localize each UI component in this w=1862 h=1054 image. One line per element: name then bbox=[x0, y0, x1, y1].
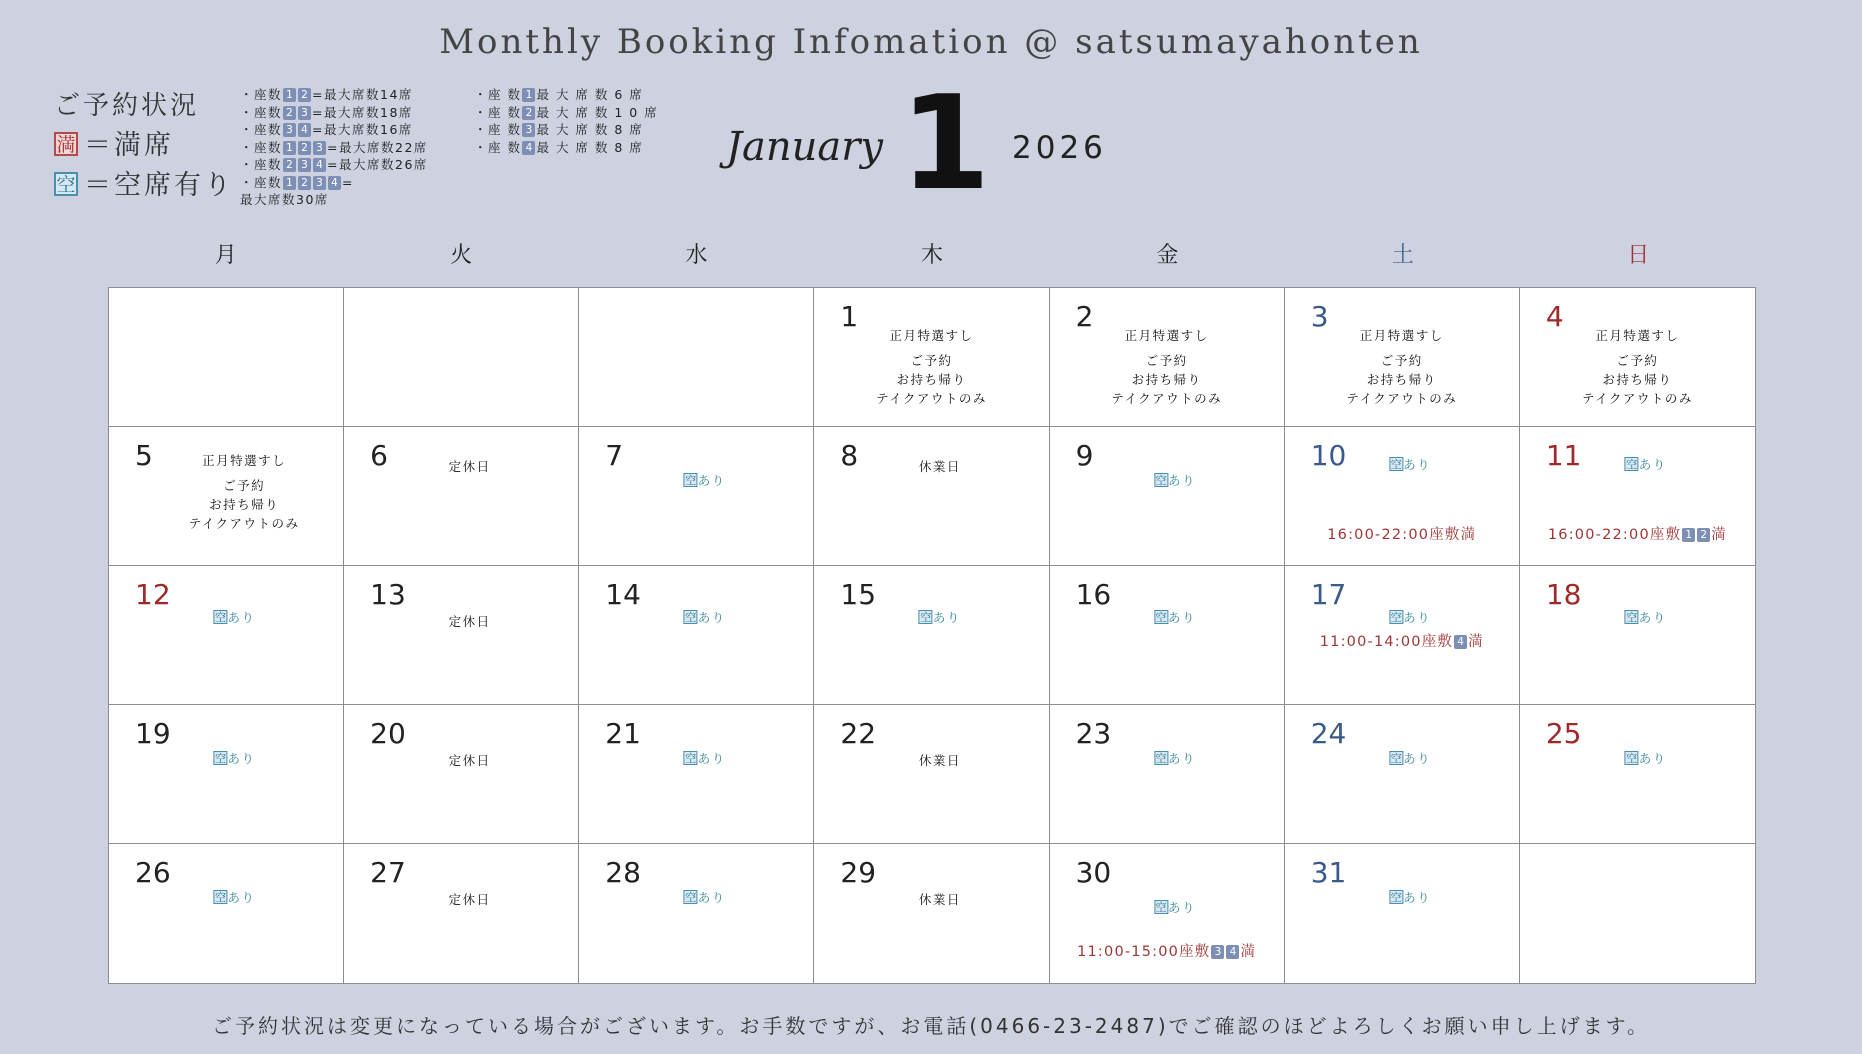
vacancy-status bbox=[1389, 888, 1431, 906]
day-number: 9 bbox=[1075, 439, 1094, 472]
seat-number-badge: 3 bbox=[1211, 945, 1224, 959]
seat-rule-text: 最 大 席 数 8 席 bbox=[536, 139, 644, 155]
seat-number-badge: 2 bbox=[283, 158, 296, 172]
empty-cell bbox=[109, 288, 344, 427]
day-cell[interactable] bbox=[1520, 705, 1755, 844]
day-number: 31 bbox=[1310, 856, 1347, 889]
weekday-label: 木 bbox=[920, 243, 943, 268]
weekday-label: 火 bbox=[450, 243, 473, 268]
day-number: 16 bbox=[1075, 578, 1112, 611]
day-number: 17 bbox=[1310, 578, 1347, 611]
seat-rule bbox=[240, 86, 428, 104]
day-number: 7 bbox=[605, 439, 624, 472]
day-cell[interactable] bbox=[1050, 427, 1285, 566]
seat-rule bbox=[474, 121, 658, 139]
day-cell[interactable] bbox=[344, 705, 579, 844]
legend-full-text: ＝満席 bbox=[84, 130, 174, 161]
full-booking-note bbox=[1285, 630, 1519, 651]
footer-notice: ご予約状況は変更になっている場合がございます。お手数ですが、お電話(0466-23-2487)でご確認のほどよろしくお願い申し上げます。 bbox=[211, 1014, 1651, 1038]
vacancy-label: あり bbox=[697, 473, 726, 488]
status-legend bbox=[54, 86, 234, 206]
special-menu-line: お持ち帰り bbox=[896, 372, 967, 387]
seat-number-badge: 1 bbox=[283, 176, 296, 190]
day-number: 2 bbox=[1075, 300, 1094, 333]
day-number: 22 bbox=[840, 717, 877, 750]
vacancy-label: あり bbox=[1168, 610, 1197, 625]
vacant-icon: 空 bbox=[214, 752, 226, 765]
special-menu-line: テイクアウトのみ bbox=[1581, 391, 1693, 406]
full-icon: 満 bbox=[54, 132, 78, 156]
special-menu-line: お持ち帰り bbox=[1602, 372, 1673, 387]
special-menu-note bbox=[127, 451, 361, 533]
weekday-label: 日 bbox=[1627, 243, 1650, 268]
special-menu-line: テイクアウトのみ bbox=[1111, 391, 1223, 406]
vacant-icon: 空 bbox=[1390, 458, 1402, 471]
day-cell[interactable] bbox=[1050, 288, 1285, 427]
special-menu-line: お持ち帰り bbox=[1131, 372, 1202, 387]
seat-number-badge: 4 bbox=[313, 158, 326, 172]
seat-rule-prefix: ・座数 bbox=[240, 122, 283, 137]
legend-full bbox=[54, 126, 234, 166]
full-booking-suffix: 満 bbox=[1240, 944, 1257, 960]
day-cell[interactable] bbox=[344, 844, 579, 983]
regular-holiday-label: 定休日 bbox=[448, 753, 491, 768]
special-menu-title: 正月特選すし bbox=[889, 328, 974, 343]
day-number: 15 bbox=[840, 578, 877, 611]
weekday-label: 土 bbox=[1391, 243, 1414, 268]
regular-holiday-label: 定休日 bbox=[448, 614, 491, 629]
day-number: 12 bbox=[135, 578, 171, 611]
seat-rule bbox=[240, 156, 428, 174]
seat-number-badge: 2 bbox=[522, 106, 535, 120]
seat-rule-prefix: ・座数 bbox=[240, 87, 283, 102]
day-cell[interactable] bbox=[1285, 705, 1520, 844]
full-booking-time: 16:00-22:00座敷満 bbox=[1327, 527, 1477, 543]
weekday-label: 水 bbox=[685, 243, 708, 268]
seat-number-badge: 2 bbox=[298, 176, 311, 190]
seat-rule bbox=[474, 86, 658, 104]
full-booking-note bbox=[1285, 523, 1519, 544]
vacancy-label: あり bbox=[227, 890, 256, 905]
seat-number-badge: 4 bbox=[328, 176, 341, 190]
seat-rule-prefix: ・座数 bbox=[240, 157, 283, 172]
special-menu-line: テイクアウトのみ bbox=[188, 516, 300, 531]
vacant-icon: 空 bbox=[1390, 752, 1402, 765]
seat-number-badge: 3 bbox=[313, 141, 326, 155]
seat-rule-text: = bbox=[342, 174, 354, 190]
day-cell[interactable] bbox=[1285, 844, 1520, 983]
special-menu-line: テイクアウトのみ bbox=[876, 391, 987, 406]
vacancy-label: あり bbox=[1168, 900, 1197, 915]
day-number: 3 bbox=[1310, 300, 1329, 333]
vacancy-status bbox=[1389, 749, 1431, 767]
seat-rule-prefix: ・座数 bbox=[240, 139, 283, 155]
seat-rule bbox=[240, 121, 428, 139]
day-cell[interactable] bbox=[109, 427, 344, 566]
vacant-icon: 空 bbox=[214, 891, 226, 904]
day-cell[interactable] bbox=[109, 844, 344, 983]
day-number: 30 bbox=[1075, 856, 1112, 889]
seat-rule-prefix: ・座数 bbox=[240, 174, 283, 190]
vacancy-label: あり bbox=[1403, 890, 1432, 905]
seat-number-badge: 3 bbox=[313, 176, 326, 190]
full-booking-note bbox=[1520, 523, 1755, 544]
day-cell[interactable] bbox=[109, 566, 344, 705]
day-number: 28 bbox=[605, 856, 641, 889]
special-menu-line: ご予約 bbox=[1380, 353, 1423, 368]
seat-rule-prefix: ・座 数 bbox=[474, 87, 522, 102]
day-number: 20 bbox=[370, 717, 406, 750]
vacancy-label: あり bbox=[1168, 473, 1197, 488]
legend-vacant bbox=[54, 166, 234, 206]
vacant-icon: 空 bbox=[1155, 611, 1167, 624]
day-number: 13 bbox=[370, 578, 406, 611]
vacancy-status bbox=[1154, 898, 1196, 916]
vacant-icon: 空 bbox=[920, 611, 932, 624]
closed-day-label: 休業日 bbox=[918, 753, 961, 768]
day-cell[interactable] bbox=[579, 705, 814, 844]
seat-number-badge: 2 bbox=[283, 106, 296, 120]
special-menu-line: ご予約 bbox=[223, 478, 266, 493]
vacancy-status bbox=[1154, 749, 1196, 767]
seat-rule-text: 最 大 席 数 1 0 席 bbox=[536, 104, 659, 120]
day-cell[interactable] bbox=[344, 427, 579, 566]
day-number: 23 bbox=[1075, 717, 1112, 750]
day-number: 14 bbox=[605, 578, 641, 611]
vacancy-status bbox=[684, 888, 726, 906]
seat-number-badge: 3 bbox=[298, 106, 311, 120]
seat-number-badge: 3 bbox=[283, 123, 296, 137]
seat-number-badge: 4 bbox=[522, 141, 535, 155]
special-menu-title: 正月特選すし bbox=[1359, 328, 1444, 343]
vacant-icon: 空 bbox=[685, 752, 697, 765]
weekday-label: 金 bbox=[1156, 243, 1179, 268]
empty-cell bbox=[1520, 844, 1755, 983]
vacant-icon: 空 bbox=[1155, 474, 1167, 487]
empty-cell bbox=[344, 288, 579, 427]
vacancy-label: あり bbox=[1638, 751, 1667, 766]
vacancy-status bbox=[919, 608, 961, 626]
special-menu-note bbox=[1520, 326, 1755, 408]
special-menu-line: テイクアウトのみ bbox=[1346, 391, 1458, 406]
day-cell[interactable] bbox=[109, 705, 344, 844]
day-cell[interactable] bbox=[814, 705, 1049, 844]
vacancy-status bbox=[1625, 749, 1667, 767]
day-number: 19 bbox=[135, 717, 171, 750]
day-number: 8 bbox=[840, 439, 859, 472]
seat-rule-text: =最大席数22席 bbox=[327, 139, 428, 155]
vacancy-label: あり bbox=[1638, 610, 1667, 625]
special-menu-title: 正月特選すし bbox=[202, 453, 287, 468]
day-cell[interactable] bbox=[1050, 705, 1285, 844]
seat-rule-prefix: ・座 数 bbox=[474, 139, 522, 155]
special-menu-note bbox=[1050, 326, 1284, 408]
seat-number-badge: 1 bbox=[283, 141, 296, 155]
day-cell[interactable] bbox=[814, 566, 1049, 705]
closed-day-label: 休業日 bbox=[918, 892, 961, 907]
day-number: 1 bbox=[840, 300, 859, 333]
day-number: 18 bbox=[1545, 578, 1582, 611]
vacancy-label: あり bbox=[1403, 457, 1432, 472]
seat-number-badge: 1 bbox=[1682, 528, 1695, 542]
seat-rule-text: =最大席数26席 bbox=[327, 157, 428, 172]
seat-number-badge: 4 bbox=[1454, 635, 1467, 649]
seat-number-badge: 2 bbox=[1697, 528, 1710, 542]
special-menu-title: 正月特選すし bbox=[1124, 328, 1209, 343]
day-cell[interactable] bbox=[579, 427, 814, 566]
vacancy-label: あり bbox=[1638, 457, 1667, 472]
vacant-icon: 空 bbox=[685, 474, 697, 487]
day-cell[interactable] bbox=[814, 288, 1049, 427]
vacant-icon: 空 bbox=[1626, 458, 1638, 471]
seat-rule-prefix: ・座数 bbox=[240, 104, 283, 120]
day-number: 29 bbox=[840, 856, 877, 889]
vacancy-status bbox=[213, 888, 255, 906]
vacancy-status bbox=[1154, 471, 1196, 489]
day-number: 4 bbox=[1545, 300, 1564, 333]
special-menu-title: 正月特選すし bbox=[1595, 328, 1680, 343]
day-number: 24 bbox=[1310, 717, 1347, 750]
day-number: 27 bbox=[370, 856, 406, 889]
seat-rule-prefix: ・座 数 bbox=[474, 104, 522, 120]
month-name: January bbox=[726, 124, 883, 170]
special-menu-note bbox=[814, 326, 1048, 408]
seat-rule bbox=[240, 191, 428, 209]
day-number: 25 bbox=[1545, 717, 1582, 750]
seat-rule bbox=[240, 174, 428, 192]
special-menu-line: ご予約 bbox=[910, 353, 953, 368]
seat-rule-prefix: 最大席数30席 bbox=[240, 192, 329, 207]
vacancy-label: あり bbox=[1403, 751, 1432, 766]
full-booking-time: 11:00-14:00座敷 bbox=[1319, 634, 1454, 650]
day-cell[interactable] bbox=[344, 566, 579, 705]
full-booking-suffix: 満 bbox=[1468, 634, 1484, 650]
seat-number-badge: 1 bbox=[522, 88, 535, 102]
special-menu-line: お持ち帰り bbox=[1366, 372, 1437, 387]
vacant-icon: 空 bbox=[1626, 752, 1638, 765]
vacancy-label: あり bbox=[697, 890, 726, 905]
day-cell[interactable] bbox=[1285, 427, 1520, 566]
seat-number-badge: 3 bbox=[522, 123, 535, 137]
vacancy-status bbox=[1154, 608, 1196, 626]
day-number: 10 bbox=[1310, 439, 1347, 472]
day-number: 11 bbox=[1545, 439, 1582, 472]
weekday-label: 月 bbox=[214, 243, 237, 268]
vacancy-status bbox=[1389, 455, 1431, 473]
month-number: 1 bbox=[900, 67, 991, 219]
full-booking-suffix: 満 bbox=[1711, 527, 1727, 543]
seat-rule bbox=[240, 104, 428, 122]
day-number: 26 bbox=[135, 856, 171, 889]
seat-number-badge: 1 bbox=[283, 88, 296, 102]
vacancy-label: あり bbox=[1168, 751, 1197, 766]
vacancy-status bbox=[684, 608, 726, 626]
special-menu-line: ご予約 bbox=[1616, 353, 1659, 368]
vacancy-label: あり bbox=[227, 610, 256, 625]
seat-rule-text: =最大席数16席 bbox=[312, 122, 413, 137]
day-cell[interactable] bbox=[1285, 288, 1520, 427]
seat-number-badge: 4 bbox=[1226, 945, 1239, 959]
vacancy-label: あり bbox=[227, 751, 256, 766]
day-cell[interactable] bbox=[579, 844, 814, 983]
full-booking-time: 11:00-15:00座敷 bbox=[1077, 944, 1211, 960]
seat-number-badge: 2 bbox=[298, 88, 311, 102]
seat-number-badge: 2 bbox=[298, 141, 311, 155]
day-number: 21 bbox=[605, 717, 641, 750]
seat-rule-text: =最大席数18席 bbox=[312, 104, 413, 120]
vacant-icon: 空 bbox=[685, 891, 697, 904]
day-cell[interactable] bbox=[579, 566, 814, 705]
day-cell[interactable] bbox=[1520, 288, 1755, 427]
vacant-icon: 空 bbox=[1390, 611, 1402, 624]
regular-holiday-label: 定休日 bbox=[448, 459, 491, 474]
special-menu-line: お持ち帰り bbox=[209, 497, 280, 512]
day-cell[interactable] bbox=[1285, 566, 1520, 705]
vacancy-status bbox=[1625, 608, 1667, 626]
vacant-icon: 空 bbox=[685, 611, 697, 624]
seat-rule-text: 最 大 席 数 8 席 bbox=[536, 122, 644, 137]
regular-holiday-label: 定休日 bbox=[448, 892, 491, 907]
day-cell[interactable] bbox=[1050, 844, 1285, 983]
seat-number-badge: 3 bbox=[298, 158, 311, 172]
vacant-icon: 空 bbox=[1155, 901, 1167, 914]
full-booking-note bbox=[1050, 940, 1284, 961]
vacant-icon: 空 bbox=[1390, 891, 1402, 904]
seat-rule bbox=[474, 104, 658, 122]
vacant-icon: 空 bbox=[54, 172, 78, 196]
year: 2026 bbox=[1012, 130, 1107, 166]
vacant-icon: 空 bbox=[1626, 611, 1638, 624]
day-cell[interactable] bbox=[814, 844, 1049, 983]
seat-rule-text: 最 大 席 数 6 席 bbox=[536, 87, 644, 102]
vacancy-status bbox=[684, 471, 726, 489]
day-cell[interactable] bbox=[814, 427, 1049, 566]
seat-rule-text: =最大席数14席 bbox=[312, 87, 413, 102]
day-number: 6 bbox=[370, 439, 388, 472]
vacancy-status bbox=[684, 749, 726, 767]
seat-combination-rules bbox=[240, 86, 428, 209]
legend-vacant-text: ＝空席有り bbox=[84, 170, 234, 201]
empty-cell bbox=[579, 288, 814, 427]
day-number: 5 bbox=[135, 439, 153, 472]
seat-rule-prefix: ・座 数 bbox=[474, 122, 522, 137]
seat-number-badge: 4 bbox=[298, 123, 311, 137]
legend-heading: ご予約状況 bbox=[54, 91, 200, 121]
special-menu-line: ご予約 bbox=[1145, 353, 1188, 368]
vacancy-label: あり bbox=[697, 610, 726, 625]
day-cell[interactable] bbox=[1520, 427, 1755, 566]
vacancy-label: あり bbox=[697, 751, 726, 766]
closed-day-label: 休業日 bbox=[918, 459, 961, 474]
vacancy-label: あり bbox=[932, 610, 961, 625]
day-cell[interactable] bbox=[1520, 566, 1755, 705]
seat-rule bbox=[474, 139, 658, 157]
vacant-icon: 空 bbox=[1155, 752, 1167, 765]
vacant-icon: 空 bbox=[214, 611, 226, 624]
special-menu-note bbox=[1285, 326, 1519, 408]
vacancy-status bbox=[213, 608, 255, 626]
vacancy-status bbox=[1389, 608, 1431, 626]
full-booking-time: 16:00-22:00座敷 bbox=[1547, 527, 1682, 543]
calendar-grid bbox=[108, 287, 1756, 984]
page-title: Monthly Booking Infomation @ satsumayahonten bbox=[439, 22, 1423, 62]
day-cell[interactable] bbox=[1050, 566, 1285, 705]
seat-rule bbox=[240, 139, 428, 157]
vacancy-status bbox=[213, 749, 255, 767]
vacancy-label: あり bbox=[1403, 610, 1432, 625]
seat-single-rules bbox=[474, 86, 658, 156]
vacancy-status bbox=[1625, 455, 1667, 473]
